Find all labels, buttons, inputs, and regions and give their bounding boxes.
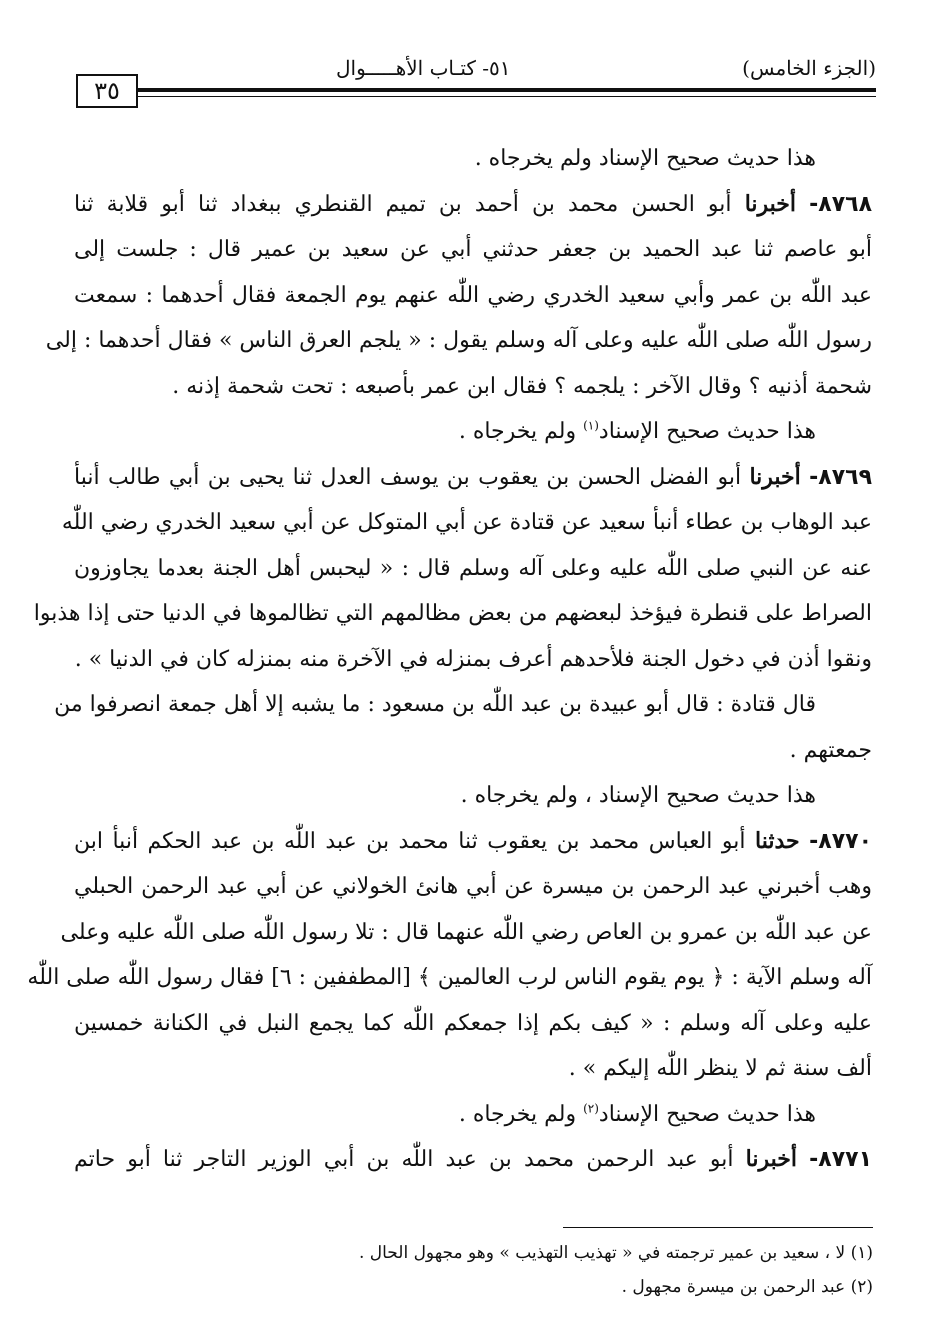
hadith-number: ٨٧٧١- [809, 1147, 872, 1172]
hadith-line [74, 455, 872, 501]
grading-line [74, 1092, 872, 1138]
text-line: قال قتادة : قال أبو عبيدة بن عبد اللّٰه بن مسعود : ما يشبه إلا أهل جمعة انصرفوا من [54, 692, 816, 717]
grading-text: ولم يخرجاه . [458, 1101, 577, 1127]
grading-text: هذا حديث صحيح الإسناد [598, 419, 816, 444]
header-rule-thin [138, 96, 876, 97]
grading-text: ولم يخرجاه . [458, 419, 577, 444]
main-text [27, 136, 873, 1183]
running-header [76, 54, 876, 110]
hadith-keyword: أخبرنا [745, 1146, 797, 1172]
footnote-separator [563, 1227, 873, 1228]
text-line: رسول اللّٰه صلى اللّٰه عليه وعلى آله وسلم يقول : « يلجم العرق الناس » فقال أحدهما : إلى [45, 328, 872, 353]
hadith-text: أبو العباس محمد بن يعقوب ثنا محمد بن عبد اللّٰه بن عبد الحكم أنبأ ابن [74, 828, 746, 854]
footnote-marker: (١) [583, 418, 599, 433]
text-line: عليه وعلى آله وسلم : « كيف بكم إذا جمعكم اللّٰه كما يجمع النبل في الكنانة خمسين [74, 1010, 872, 1036]
hadith-number: ٨٧٦٨- [809, 191, 873, 217]
hadith-line [74, 1137, 872, 1183]
footnote-2: (٢) عبد الرحمن بن ميسرة مجهول . [621, 1277, 873, 1297]
text-line: عبد اللّٰه بن عمر وأبي سعيد الخدري رضي اللّٰه عنهم يوم الجمعة فقال أحدهما : سمعت [74, 282, 872, 308]
page-number: ٣٥ [76, 74, 138, 108]
hadith-keyword: حدثنا [755, 827, 800, 854]
hadith-text: أبو عبد الرحمن محمد بن عبد اللّٰه بن أبي الوزير التاجر ثنا أبو حاتم [74, 1147, 734, 1172]
book-title: ٥١- كتـاب الأهـــــوال [336, 56, 511, 80]
text-line: أبو عاصم ثنا عبد الحميد بن جعفر حدثني أبي عن سعيد بن عمير قال : جلست إلى [74, 237, 872, 262]
text-line: الصراط على قنطرة فيؤخذ لبعضهم من بعض مظالمهم التي تظالموها في الدنيا حتى إذا هذبوا [33, 601, 872, 626]
hadith-line [74, 182, 872, 228]
hadith-keyword: أخبرنا [744, 190, 797, 217]
footnote-1: (١) لا ، سعيد بن عمير ترجمته في « تهذيب التهذيب » وهو مجهول الحال . [358, 1243, 873, 1263]
text-line: ألف سنة ثم لا ينظر اللّٰه إليكم » . [568, 1056, 872, 1081]
footnotes [233, 1236, 873, 1304]
hadith-keyword: أخبرنا [749, 463, 801, 490]
text-line: شحمة أذنيه ؟ وقال الآخر : يلجمه ؟ فقال ابن عمر بأصبعه : تحت شحمة إذنه . [172, 373, 872, 399]
text-line: عن عبد اللّٰه بن عمرو بن العاص رضي اللّٰه عنهما قال : تلا رسول اللّٰه صلى اللّٰه عليه وعلى [60, 919, 872, 945]
footnote-marker: (٢) [583, 1101, 599, 1116]
text-line: جمعتهم . [789, 737, 872, 763]
part-label: (الجزء الخامس) [742, 56, 876, 80]
text-line: هذا حديث صحيح الإسناد ولم يخرجاه . [474, 146, 816, 171]
text-line: آله وسلم الآية : ﴿ يوم يقوم الناس لرب العالمين ﴾ [المطففين : ٦] فقال رسول اللّٰه صلى اللّٰه [27, 965, 872, 990]
grading-text: هذا حديث صحيح الإسناد [598, 1101, 816, 1127]
hadith-number: ٨٧٦٩- [809, 464, 872, 490]
text-line: ونقوا أذن في دخول الجنة فلأحدهم أعرف بمنزله في الآخرة منه بمنزله كان في الدنيا » . [74, 646, 872, 672]
text-line: عنه عن النبي صلى اللّٰه عليه وعلى آله وسلم قال : « ليحبس أهل الجنة بعدما يجاوزون [74, 555, 872, 581]
text-line: وهب أخبرني عبد الرحمن بن ميسرة عن أبي هانئ الخولاني عن أبي عبد الرحمن الحبلي [74, 874, 872, 899]
grading-line: هذا حديث صحيح الإسناد ، ولم يخرجاه . [460, 783, 816, 808]
hadith-text: أبو الحسن محمد بن أحمد بن تميم القنطري ببغداد ثنا أبو قلابة ثنا [74, 191, 732, 217]
header-rule-thick [138, 88, 876, 92]
hadith-text: أبو الفضل الحسن بن يعقوب بن يوسف العدل ثنا يحيى بن أبي طالب أنبأ [74, 464, 742, 490]
hadith-line [74, 819, 872, 865]
hadith-number: ٨٧٧٠- [809, 828, 872, 854]
grading-line [74, 409, 872, 455]
text-line: عبد الوهاب بن عطاء أنبأ سعيد عن قتادة عن أبي المتوكل عن أبي سعيد الخدري رضي اللّٰه [61, 510, 872, 535]
